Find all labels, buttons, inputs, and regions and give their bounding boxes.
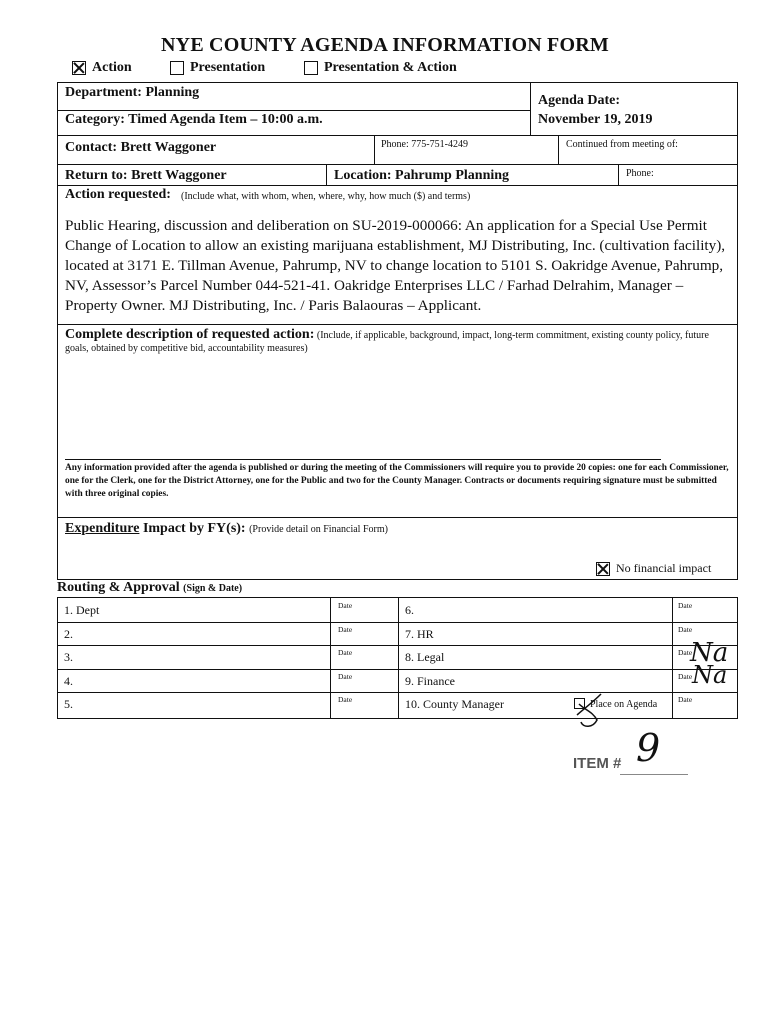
form-title: NYE COUNTY AGENDA INFORMATION FORM — [161, 34, 609, 56]
routing-title: Routing & Approval — [57, 580, 180, 595]
routing-left-3: 3. — [64, 650, 73, 664]
continued-from: Continued from meeting of: — [566, 139, 678, 150]
complete-desc-hint: (Include, if applicable, background, impact, long-term commitment, existing county policy, future goals, obtained by competitive bid, accountability measures) — [65, 330, 709, 354]
presentation-checkbox[interactable] — [170, 60, 265, 76]
routing-right-6: 6. — [405, 603, 414, 617]
date-label: Date — [678, 648, 693, 657]
date-label: Date — [338, 601, 353, 610]
presentation-action-checkbox[interactable] — [304, 60, 457, 76]
routing-left-5: 5. — [64, 697, 73, 711]
expenditure-heading — [65, 521, 388, 537]
date-label: Date — [338, 625, 353, 634]
routing-heading — [57, 580, 242, 596]
complete-description — [65, 328, 730, 355]
agenda-date: November 19, 2019 — [538, 112, 653, 127]
routing-sub: (Sign & Date) — [183, 583, 243, 594]
date-label: Date — [678, 625, 693, 634]
notice-text: Any information provided after the agenda is published or during the meeting of the Commissioners will require you to provide 20 copies: one for each Commissioner, one for the Clerk, one for the District Attorney, one for the Public and two for the County Manager. Contracts or documents requiring signature must be submitted with three original copies. — [65, 463, 729, 499]
item-number: 9 — [636, 726, 661, 770]
category: Category: Timed Agenda Item – 10:00 a.m. — [65, 112, 323, 127]
checkbox-checked-icon — [72, 61, 86, 75]
action-requested-hint: (Include what, with whom, when, where, why, how much ($) and terms) — [181, 191, 471, 202]
presentation-action-label: Presentation & Action — [324, 60, 457, 75]
date-label: Date — [678, 695, 693, 704]
item-underline — [620, 774, 688, 775]
action-requested-label: Action requested: — [65, 187, 171, 202]
item-number-label: ITEM # — [573, 755, 622, 772]
phone-2: Phone: — [626, 168, 654, 179]
date-label: Date — [338, 648, 353, 657]
initials-signature-icon — [571, 690, 611, 730]
legal-signature: Na — [690, 638, 729, 668]
action-text: Public Hearing, discussion and deliberation on SU-2019-000066: An application for a Special Use Permit Change of Location to allow an existing marijuana establishment, MJ Distributing, Inc. (cultivation facility), located at 3171 E. Tillman Avenue, Pahrump, NV to change location to 5101 S. Oakridge Avenue, Pahrump, NV, Assessor’s Parcel Number 044-521-41. Oakridge Enterprises LLC / Farhad Delrahim, Manager – Property Owner. MJ Distributing, Inc. / Paris Balaouras – Applicant. — [65, 217, 726, 314]
routing-left-4: 4. — [64, 674, 73, 688]
checkbox-empty-icon — [170, 61, 184, 75]
checkbox-checked-icon — [596, 562, 610, 576]
contact: Contact: Brett Waggoner — [65, 140, 217, 155]
phone: Phone: 775-751-4249 — [381, 139, 468, 150]
presentation-label: Presentation — [190, 60, 266, 75]
date-label: Date — [678, 601, 693, 610]
date-label: Date — [678, 672, 693, 681]
routing-left-1: 1. Dept — [64, 603, 100, 617]
agenda-date-label: Agenda Date: — [538, 93, 621, 108]
routing-right-10: 10. County Manager — [405, 697, 504, 711]
expenditure-label: Expenditure — [65, 521, 140, 536]
location: Location: Pahrump Planning — [334, 168, 510, 183]
department: Department: Planning — [65, 85, 200, 100]
action-checkbox[interactable] — [72, 60, 132, 76]
routing-right-7: 7. HR — [405, 627, 434, 641]
expenditure-hint: (Provide detail on Financial Form) — [249, 524, 388, 535]
finance-signature: Na — [692, 661, 728, 689]
checkbox-empty-icon — [304, 61, 318, 75]
routing-right-9: 9. Finance — [405, 674, 455, 688]
no-financial-checkbox[interactable] — [596, 561, 711, 576]
routing-left-2: 2. — [64, 627, 73, 641]
expenditure-rest: Impact by FY(s): — [142, 521, 246, 536]
return-to: Return to: Brett Waggoner — [65, 168, 227, 183]
action-label: Action — [92, 60, 132, 75]
date-label: Date — [338, 695, 353, 704]
no-financial-label: No financial impact — [616, 561, 712, 575]
complete-desc-label: Complete description of requested action: — [65, 327, 315, 342]
date-label: Date — [338, 672, 353, 681]
place-on-agenda: Place on Agenda — [590, 699, 658, 710]
routing-right-8: 8. Legal — [405, 650, 445, 664]
